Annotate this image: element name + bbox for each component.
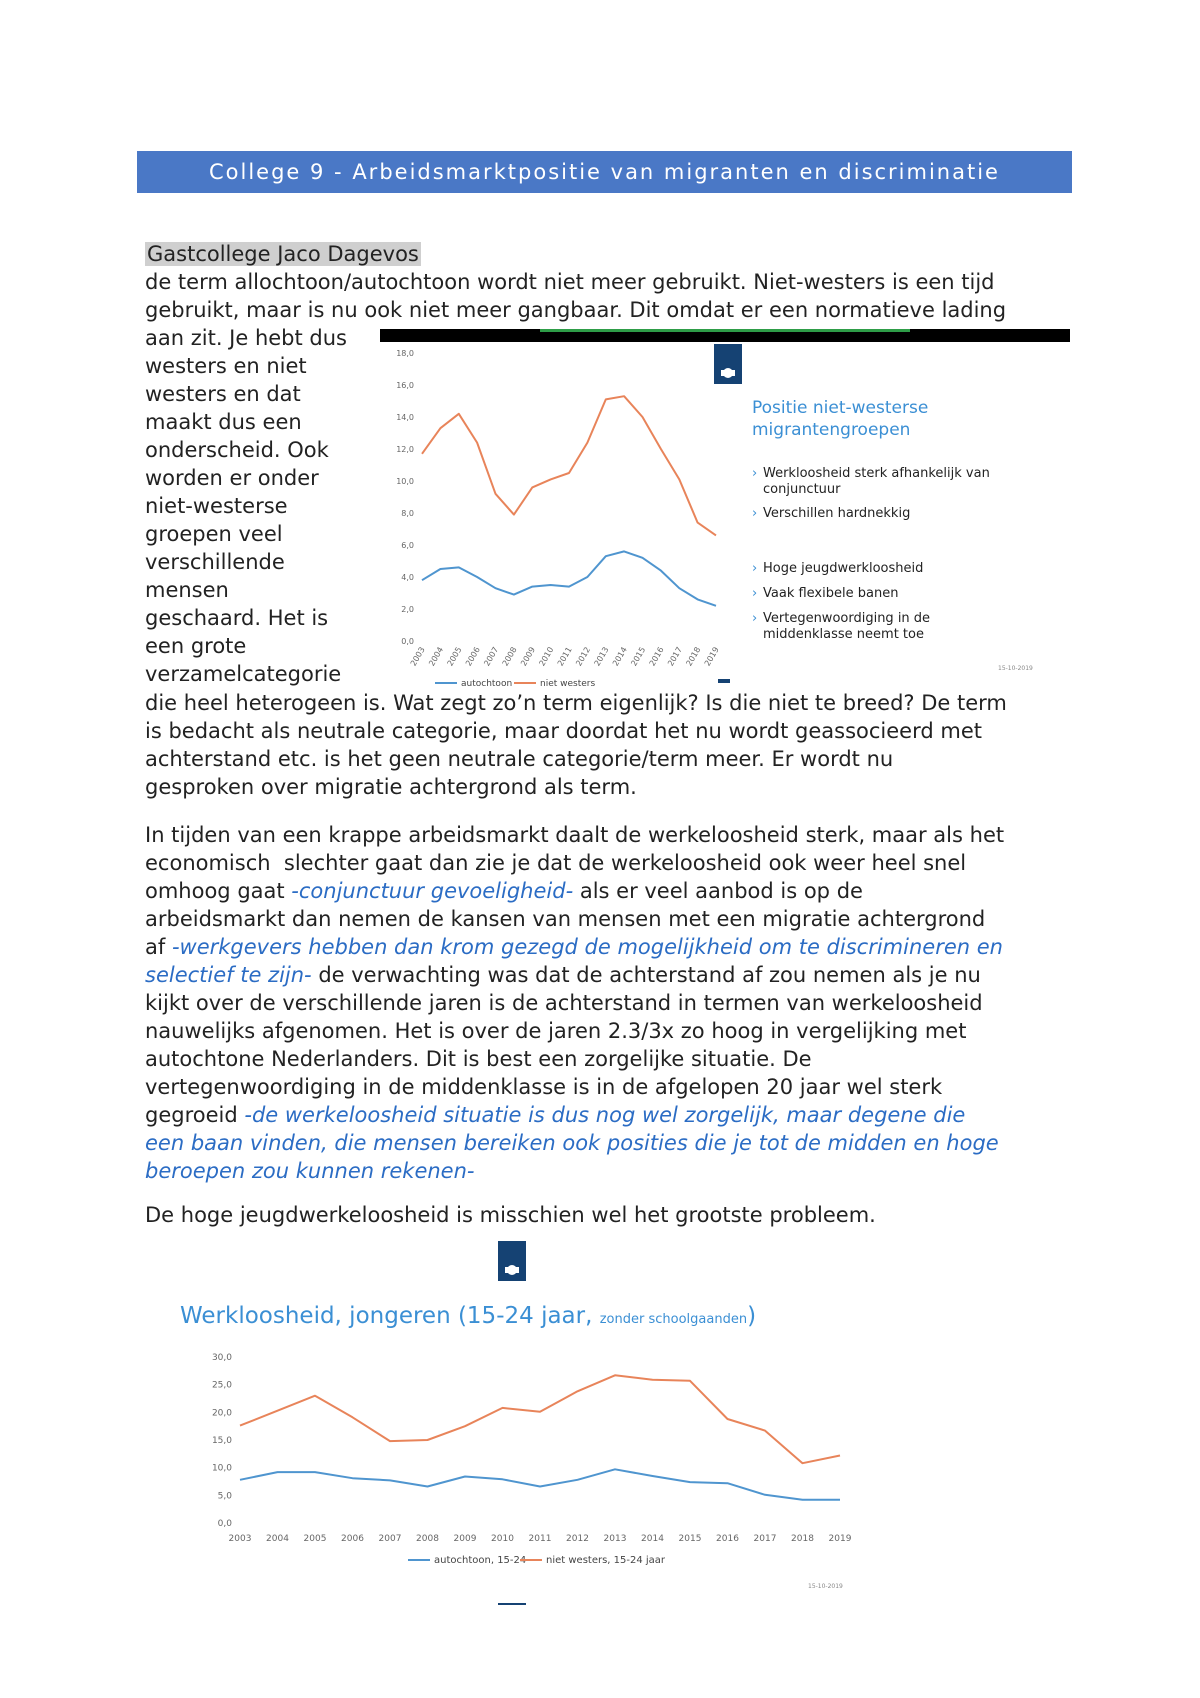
slide-bullet: › Werkloosheid sterk afhankelijk van conjunctuur — [752, 466, 990, 497]
slide-date: 15-10-2019 — [998, 665, 1033, 672]
y-tick-label: 16,0 — [396, 381, 414, 390]
x-tick-label: 2014 — [641, 1534, 664, 1544]
paragraph-1-wrapped-line: groepen veel — [145, 522, 283, 546]
slide-positie-niet-westerse — [380, 329, 1070, 689]
annotation-text: selectief te zijn- — [145, 963, 312, 987]
paragraph-2-line — [145, 961, 981, 989]
slide-title: Positie niet-westerse migrantengroepen — [752, 398, 929, 440]
x-tick-label: 2014 — [610, 645, 629, 668]
x-tick-label: 2004 — [427, 645, 446, 668]
slide-werkloosheid-jongeren — [170, 1235, 900, 1610]
x-tick-label: 2019 — [702, 645, 721, 668]
series-line-niet-westers-jaar — [240, 1375, 840, 1463]
paragraph-1-wrapped-line: aan zit. Je hebt dus — [145, 326, 348, 350]
paragraph-1-wrapped-line: verschillende — [145, 550, 285, 574]
paragraph-3: De hoge jeugdwerkeloosheid is misschien wel het grootste probleem. — [145, 1203, 876, 1227]
body-text: kijkt over de verschillende jaren is de achterstand in termen van werkeloosheid — [145, 991, 983, 1015]
x-tick-label: 2010 — [537, 645, 556, 668]
y-tick-label: 10,0 — [396, 477, 414, 486]
bullet-chevron-icon: › — [752, 586, 758, 601]
paragraph-2-line — [145, 821, 1004, 849]
x-tick-label: 2012 — [574, 645, 593, 668]
legend-label: niet westers, 15-24 jaar — [546, 1555, 666, 1566]
x-tick-label: 2013 — [603, 1534, 627, 1544]
series-line-autochtoon — [422, 551, 716, 605]
paragraph-1-wrapped-line: westers en niet — [145, 354, 307, 378]
x-tick-label: 2018 — [791, 1534, 814, 1544]
x-tick-label: 2011 — [528, 1534, 552, 1544]
slide-bullet: › Hoge jeugdwerkloosheid — [752, 561, 924, 576]
body-text: af — [145, 935, 172, 959]
x-tick-label: 2006 — [341, 1534, 364, 1544]
slide-bottom-mark — [498, 1603, 526, 1605]
paragraph-1-wrapped-line: onderscheid. Ook — [145, 438, 329, 462]
paragraph-1-line: die heel heterogeen is. Wat zegt zo’n term eigenlijk? Is die niet te breed? De term — [145, 691, 1007, 715]
legend-label: autochtoon, 15-24 — [434, 1555, 527, 1566]
government-logo-icon — [498, 1241, 526, 1281]
x-tick-label: 2012 — [566, 1534, 589, 1544]
x-tick-label: 2005 — [303, 1534, 327, 1544]
x-tick-label: 2006 — [463, 645, 482, 668]
paragraph-2-line — [145, 1101, 965, 1129]
x-tick-label: 2007 — [482, 645, 501, 668]
x-tick-label: 2016 — [647, 645, 666, 668]
paragraph-2-line — [145, 1073, 942, 1101]
y-tick-label: 8,0 — [401, 509, 414, 518]
body-text: als er veel aanbod is op de — [573, 879, 863, 903]
paragraph-1-wrapped-line: een grote — [145, 634, 247, 658]
body-text: de verwachting was dat de achterstand af zou nemen als je nu — [311, 963, 981, 987]
slide-bullet: › Verschillen hardnekkig — [752, 506, 911, 521]
body-text: gegroeid — [145, 1103, 245, 1127]
body-text: nauwelijks afgenomen. Het is over de jaren 2.3/3x zo hoog in vergelijking met — [145, 1019, 967, 1043]
x-tick-label: 2004 — [266, 1534, 289, 1544]
body-text: omhoog gaat — [145, 879, 292, 903]
body-text: autochtone Nederlanders. Dit is best een zorgelijke situatie. De — [145, 1047, 812, 1071]
y-tick-label: 2,0 — [401, 605, 414, 614]
paragraph-1-wrapped-line: westers en dat — [145, 382, 301, 406]
paragraph-1-line: achterstand etc. is het geen neutrale categorie/term meer. Er wordt nu — [145, 747, 894, 771]
y-tick-label: 0,0 — [401, 637, 414, 646]
x-tick-label: 2005 — [445, 645, 464, 668]
x-tick-label: 2008 — [500, 645, 519, 668]
body-text: economisch slechter gaat dan zie je dat de werkeloosheid ook weer heel snel — [145, 851, 967, 875]
x-tick-label: 2015 — [678, 1534, 702, 1544]
paragraph-1-wrapped-line: worden er onder — [145, 466, 319, 490]
annotation-text: -conjunctuur gevoeligheid- — [291, 879, 574, 903]
slide-date: 15-10-2019 — [808, 1583, 843, 1590]
y-tick-label: 25,0 — [211, 1380, 232, 1391]
paragraph-1-wrapped-line: niet-westerse — [145, 494, 288, 518]
paragraph-2-line — [145, 1157, 475, 1185]
y-tick-label: 12,0 — [396, 445, 414, 454]
line-chart-werkloosheid — [380, 334, 725, 689]
y-tick-label: 4,0 — [401, 573, 414, 582]
y-tick-label: 0,0 — [217, 1519, 232, 1529]
x-tick-label: 2017 — [666, 645, 684, 668]
paragraph-1-wrapped-line: geschaard. Het is — [145, 606, 329, 630]
x-tick-label: 2007 — [378, 1534, 402, 1544]
bullet-chevron-icon: › — [752, 466, 758, 481]
y-tick-label: 6,0 — [401, 541, 414, 550]
paragraph-1-line: is bedacht als neutrale categorie, maar doordat het nu wordt geassocieerd met — [145, 719, 982, 743]
x-tick-label: 2010 — [491, 1534, 514, 1544]
paragraph-2-line — [145, 1129, 999, 1157]
x-tick-label: 2008 — [416, 1534, 439, 1544]
body-text: In tijden van een krappe arbeidsmarkt daalt de werkeloosheid sterk, maar als het — [145, 823, 1005, 847]
y-tick-label: 10,0 — [211, 1463, 232, 1474]
series-line-niet-westers — [422, 396, 716, 535]
body-text: arbeidsmarkt dan nemen de kansen van mensen met een migratie achtergrond — [145, 907, 986, 931]
annotation-text: -werkgevers hebben dan krom gezegd de mogelijkheid om te discrimineren en — [171, 935, 1003, 959]
y-tick-label: 15,0 — [211, 1436, 232, 1446]
bullet-chevron-icon: › — [752, 561, 758, 576]
legend-label: niet westers — [540, 679, 596, 689]
y-tick-label: 14,0 — [396, 413, 414, 422]
paragraph-2-line — [145, 849, 966, 877]
x-tick-label: 2003 — [408, 645, 427, 668]
annotation-text: een baan vinden, die mensen bereiken ook posities die je tot de midden en hoge — [145, 1131, 999, 1155]
section-heading: Gastcollege Jaco Dagevos — [147, 242, 419, 266]
series-line-autochtoon — [240, 1469, 840, 1500]
slide-title: Werkloosheid, jongeren (15-24 jaar, zonder schoolgaanden) — [180, 1303, 757, 1329]
y-tick-label: 30,0 — [211, 1353, 232, 1363]
paragraph-2-line — [145, 905, 985, 933]
document-title-banner: College 9 - Arbeidsmarktpositie van migranten en discriminatie — [137, 151, 1072, 193]
paragraph-1-wrapped-line: maakt dus een — [145, 410, 302, 434]
slide-bottom-mark — [718, 679, 730, 683]
paragraph-2-line — [145, 933, 1003, 961]
slide-bullet: › Vaak flexibele banen — [752, 586, 899, 601]
body-text: vertegenwoordiging in de middenklasse is in de afgelopen 20 jaar wel sterk — [145, 1075, 943, 1099]
x-tick-label: 2018 — [684, 645, 703, 668]
paragraph-2-line — [145, 989, 983, 1017]
x-tick-label: 2009 — [453, 1534, 477, 1544]
y-tick-label: 5,0 — [217, 1491, 232, 1502]
legend-label: autochtoon — [461, 679, 513, 689]
line-chart-jeugdwerkloosheid — [170, 1345, 870, 1585]
paragraph-2-line — [145, 877, 863, 905]
y-tick-label: 18,0 — [396, 349, 414, 358]
paragraph-2-line — [145, 1017, 966, 1045]
x-tick-label: 2003 — [228, 1534, 252, 1544]
bullet-chevron-icon: › — [752, 506, 758, 521]
paragraph-1-line: gesproken over migratie achtergrond als term. — [145, 775, 637, 799]
slide-bullet: › Vertegenwoordiging in de middenklasse neemt toe — [752, 611, 931, 642]
annotation-text: -de werkeloosheid situatie is dus nog wel zorgelijk, maar degene die — [244, 1103, 966, 1127]
x-tick-label: 2015 — [629, 645, 648, 668]
x-tick-label: 2016 — [716, 1534, 739, 1544]
bullet-chevron-icon: › — [752, 611, 758, 626]
x-tick-label: 2009 — [519, 645, 537, 668]
x-tick-label: 2011 — [555, 645, 574, 668]
annotation-text: beroepen zou kunnen rekenen- — [145, 1159, 475, 1183]
x-tick-label: 2019 — [828, 1534, 852, 1544]
government-logo-icon — [714, 344, 742, 384]
paragraph-2-line — [145, 1045, 812, 1073]
paragraph-1-line: de term allochtoon/autochtoon wordt niet meer gebruikt. Niet-westers is een tijd — [145, 270, 995, 294]
x-tick-label: 2017 — [753, 1534, 777, 1544]
paragraph-1-line: gebruikt, maar is nu ook niet meer gangbaar. Dit omdat er een normatieve lading — [145, 298, 1007, 322]
x-tick-label: 2013 — [592, 645, 611, 668]
y-tick-label: 20,0 — [211, 1408, 232, 1419]
paragraph-1-wrapped-line: verzamelcategorie — [145, 662, 342, 686]
slide-top-bar-accent — [540, 329, 910, 332]
paragraph-1-wrapped-line: mensen — [145, 578, 229, 602]
